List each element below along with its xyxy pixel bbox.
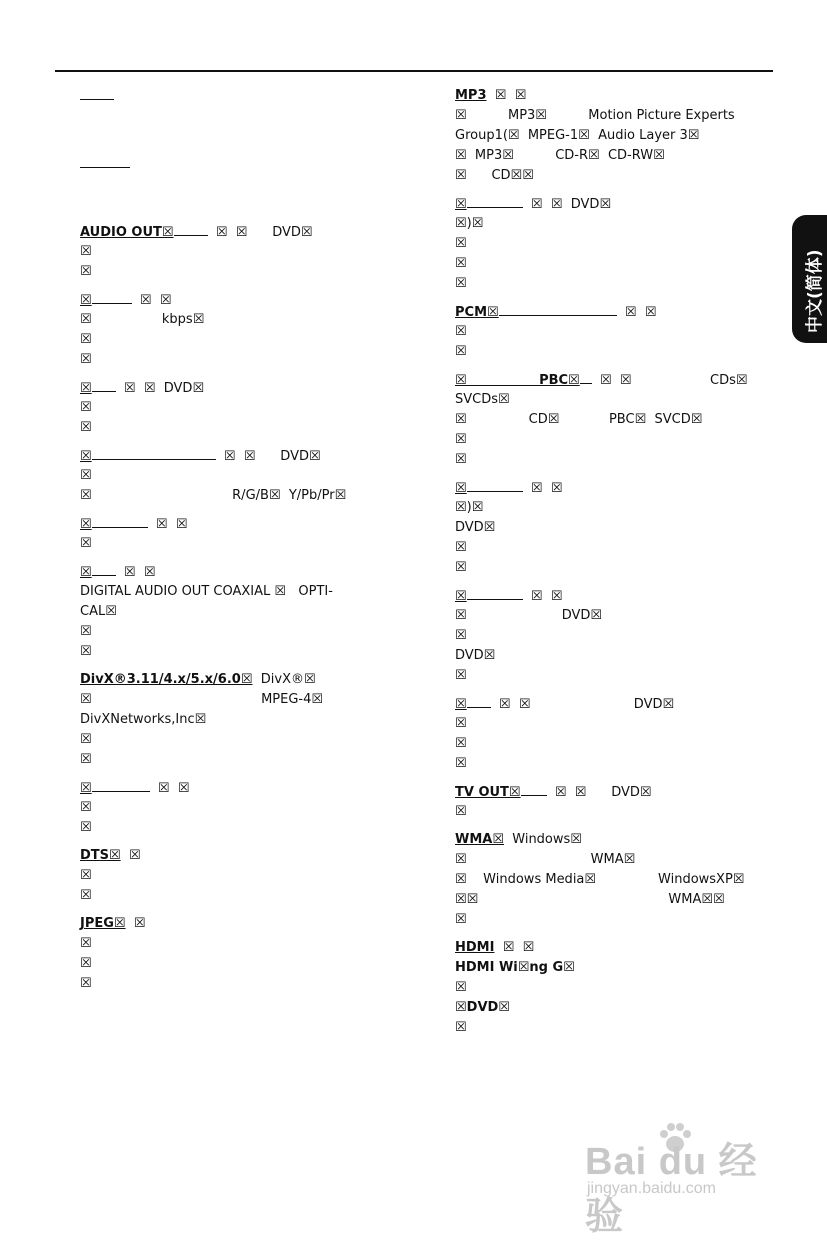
glossary-term: MP3 bbox=[455, 88, 487, 103]
glossary-term: DTS☒ bbox=[80, 848, 121, 863]
glossary-text-line bbox=[455, 254, 755, 274]
glossary-entry bbox=[80, 514, 410, 554]
glossary-text-line bbox=[455, 450, 755, 470]
glossary-term-line bbox=[80, 446, 410, 466]
line-text: ☒ bbox=[455, 432, 467, 447]
glossary-entry bbox=[455, 370, 755, 470]
line-text: ☒ bbox=[80, 264, 92, 279]
term-underline bbox=[92, 378, 116, 392]
glossary-entry bbox=[455, 86, 755, 186]
glossary-text-line bbox=[455, 106, 755, 126]
glossary-text-line bbox=[455, 714, 755, 734]
glossary-text-line bbox=[455, 802, 755, 822]
left-column bbox=[80, 86, 410, 1002]
line-text: ☒ Windows Media☒ WindowsXP☒ bbox=[455, 872, 745, 887]
glossary-entry bbox=[80, 222, 410, 282]
line-text: ☒ bbox=[80, 936, 92, 951]
glossary-text-line bbox=[455, 978, 755, 998]
glossary-text-line bbox=[455, 646, 755, 666]
term-underline bbox=[467, 694, 491, 708]
line-text: ☒ ☒ bbox=[522, 589, 563, 604]
glossary-entry bbox=[455, 830, 755, 930]
term-underline bbox=[92, 446, 216, 460]
line-text: ☒ CD☒☒ bbox=[455, 168, 534, 183]
glossary-text-line bbox=[455, 518, 755, 538]
glossary-text-line bbox=[80, 126, 410, 146]
line-text: ☒ bbox=[455, 804, 467, 819]
glossary-text-line bbox=[455, 666, 755, 686]
glossary-text-line bbox=[80, 194, 410, 214]
glossary-term-line bbox=[455, 938, 755, 958]
glossary-term-line bbox=[80, 378, 410, 398]
line-text: ☒ R/G/B☒ Y/Pb/Pr☒ bbox=[80, 488, 347, 503]
glossary-term: WMA☒ bbox=[455, 832, 504, 847]
term-underline bbox=[80, 154, 130, 168]
line-text: ☒ bbox=[80, 644, 92, 659]
glossary-text-line bbox=[80, 602, 410, 622]
line-text: ☒ bbox=[80, 420, 92, 435]
glossary-entry bbox=[80, 154, 410, 214]
line-text: DivX®☒ bbox=[252, 672, 316, 687]
line-text: CAL☒ bbox=[80, 604, 117, 619]
glossary-term: JPEG☒ bbox=[80, 916, 126, 931]
glossary-text-line bbox=[80, 974, 410, 994]
glossary-term-line bbox=[80, 514, 410, 534]
line-text: ☒ CD☒ PBC☒ SVCD☒ bbox=[455, 412, 703, 427]
glossary-term: DivX®3.11/4.x/5.x/6.0☒ bbox=[80, 672, 253, 687]
glossary-text-line bbox=[80, 418, 410, 438]
glossary-text-line bbox=[455, 538, 755, 558]
line-text: ☒ bbox=[80, 400, 92, 415]
glossary-entry bbox=[80, 378, 410, 438]
glossary-term: TV OUT☒ bbox=[455, 785, 521, 800]
term-underline bbox=[92, 290, 132, 304]
line-text: ☒ bbox=[455, 756, 467, 771]
term-underline bbox=[80, 86, 114, 100]
line-text: ☒ ☒ bbox=[494, 940, 535, 955]
line-text: ☒ ☒ bbox=[147, 517, 188, 532]
glossary-entry bbox=[455, 194, 755, 294]
glossary-text-line bbox=[80, 710, 410, 730]
line-text: ☒ ☒ bbox=[115, 565, 156, 580]
line-text: ☒ MP3☒ Motion Picture Experts bbox=[455, 108, 735, 123]
line-text: ☒ bbox=[455, 324, 467, 339]
glossary-term: ☒ bbox=[455, 589, 467, 604]
line-text: ☒ bbox=[120, 848, 141, 863]
glossary-text-line bbox=[455, 626, 755, 646]
line-text: ☒ bbox=[80, 536, 92, 551]
line-text: Group1(☒ MPEG-1☒ Audio Layer 3☒ bbox=[455, 128, 700, 143]
glossary-text-line bbox=[455, 754, 755, 774]
term-underline bbox=[92, 514, 148, 528]
term-underline bbox=[174, 222, 208, 236]
glossary-text-line bbox=[455, 958, 755, 978]
glossary-term-line bbox=[455, 694, 755, 714]
term-underline bbox=[521, 782, 547, 796]
glossary-text-line bbox=[455, 870, 755, 890]
glossary-term: ☒ bbox=[80, 381, 92, 396]
glossary-term: ☒ bbox=[455, 197, 467, 212]
line-text: ☒ bbox=[455, 452, 467, 467]
line-text: ☒ bbox=[455, 736, 467, 751]
line-text: ☒ MPEG-4☒ bbox=[80, 692, 324, 707]
glossary-text-line bbox=[455, 342, 755, 362]
glossary-entry bbox=[80, 778, 410, 838]
glossary-entry bbox=[80, 914, 410, 994]
line-text: ☒ ☒ bbox=[522, 481, 563, 496]
glossary-term: ☒ bbox=[455, 481, 467, 496]
glossary-term-line bbox=[80, 86, 410, 106]
glossary-text-line bbox=[455, 274, 755, 294]
line-text: ☒ ☒ bbox=[149, 781, 190, 796]
glossary-entry bbox=[80, 846, 410, 906]
line-text: ☒ bbox=[80, 976, 92, 991]
glossary-text-line bbox=[455, 850, 755, 870]
glossary-entry bbox=[455, 782, 755, 822]
language-tab bbox=[792, 215, 827, 343]
language-tab-label: 中文(简体) bbox=[805, 249, 825, 333]
glossary-text-line bbox=[455, 606, 755, 626]
glossary-text-line bbox=[455, 126, 755, 146]
glossary-text-line bbox=[455, 910, 755, 930]
line-text: ☒ ☒ bbox=[616, 305, 657, 320]
line-text: ☒ ☒ DVD☒ bbox=[522, 197, 612, 212]
glossary-text-line bbox=[80, 262, 410, 282]
glossary-entry bbox=[80, 86, 410, 146]
glossary-entry bbox=[80, 562, 410, 662]
glossary-text-line bbox=[455, 214, 755, 234]
glossary-term: ☒ bbox=[455, 697, 467, 712]
line-text: ☒☒ WMA☒☒ bbox=[455, 892, 725, 907]
glossary-term-line bbox=[455, 478, 755, 498]
glossary-entry bbox=[455, 586, 755, 686]
glossary-term: PCM☒ bbox=[455, 305, 499, 320]
line-text: ☒ WMA☒ bbox=[455, 852, 636, 867]
term-underline bbox=[467, 478, 523, 492]
glossary-text-line bbox=[80, 398, 410, 418]
glossary-term: ☒ bbox=[80, 517, 92, 532]
line-text: ☒ bbox=[455, 256, 467, 271]
right-column bbox=[455, 86, 755, 1046]
line-text: ☒ bbox=[455, 236, 467, 251]
glossary-term-line bbox=[455, 586, 755, 606]
line-text: ☒ kbps☒ bbox=[80, 312, 205, 327]
line-text: ☒ bbox=[455, 980, 467, 995]
line-text: SVCDs☒ bbox=[455, 392, 510, 407]
glossary-text-line bbox=[455, 734, 755, 754]
glossary-text-line bbox=[80, 174, 410, 194]
term-underline bbox=[580, 370, 592, 384]
line-text: ☒ ☒ DVD☒ bbox=[215, 449, 321, 464]
line-text: ☒ DVD☒ bbox=[455, 608, 603, 623]
glossary-entry bbox=[80, 290, 410, 370]
glossary-text-line bbox=[80, 534, 410, 554]
line-text: ☒ ☒ bbox=[486, 88, 527, 103]
line-text: HDMI Wi☒ng G☒ bbox=[455, 960, 575, 975]
glossary-text-line bbox=[80, 106, 410, 126]
line-text: ☒ ☒ DVD☒ bbox=[490, 697, 675, 712]
line-text: ☒ bbox=[455, 1020, 467, 1035]
glossary-text-line bbox=[80, 582, 410, 602]
glossary-term-line bbox=[80, 670, 410, 690]
line-text: DIGITAL AUDIO OUT COAXIAL ☒ OPTI- bbox=[80, 584, 333, 599]
glossary-term: ☒ bbox=[80, 781, 92, 796]
baidu-watermark bbox=[585, 1120, 785, 1238]
glossary-term-line bbox=[455, 830, 755, 850]
glossary-term: AUDIO OUT☒ bbox=[80, 225, 174, 240]
glossary-text-line bbox=[80, 486, 410, 506]
glossary-entry bbox=[455, 302, 755, 362]
header-rule bbox=[55, 70, 773, 72]
glossary-term-line bbox=[80, 154, 410, 174]
glossary-text-line bbox=[455, 498, 755, 518]
line-text: ☒ ☒ DVD☒ bbox=[115, 381, 205, 396]
glossary-text-line bbox=[80, 886, 410, 906]
glossary-term-line bbox=[80, 562, 410, 582]
glossary-text-line bbox=[80, 350, 410, 370]
glossary-text-line bbox=[80, 866, 410, 886]
line-text: ☒ bbox=[80, 800, 92, 815]
glossary-text-line bbox=[455, 166, 755, 186]
term-underline bbox=[92, 562, 116, 576]
glossary-text-line bbox=[80, 690, 410, 710]
glossary-term: HDMI bbox=[455, 940, 495, 955]
line-text: ☒ bbox=[455, 912, 467, 927]
glossary-term-line bbox=[80, 846, 410, 866]
line-text: ☒ bbox=[80, 332, 92, 347]
glossary-text-line bbox=[80, 622, 410, 642]
line-text: ☒DVD☒ bbox=[455, 1000, 510, 1015]
term-underline bbox=[499, 302, 617, 316]
line-text: ☒ bbox=[80, 352, 92, 367]
glossary-entry bbox=[455, 478, 755, 578]
glossary-text-line bbox=[455, 1018, 755, 1038]
line-text: ☒ ☒ CDs☒ bbox=[591, 373, 748, 388]
line-text: ☒ bbox=[125, 916, 146, 931]
glossary-term: ☒ bbox=[80, 293, 92, 308]
glossary-text-line bbox=[455, 234, 755, 254]
glossary-text-line bbox=[455, 390, 755, 410]
line-text: DVD☒ bbox=[455, 648, 496, 663]
line-text: ☒ bbox=[455, 540, 467, 555]
line-text: ☒ bbox=[455, 628, 467, 643]
line-text: ☒ bbox=[455, 716, 467, 731]
line-text: ☒ bbox=[80, 888, 92, 903]
term-underline bbox=[467, 586, 523, 600]
glossary-text-line bbox=[80, 730, 410, 750]
glossary-text-line bbox=[455, 322, 755, 342]
line-text: ☒ bbox=[80, 820, 92, 835]
glossary-text-line bbox=[80, 818, 410, 838]
glossary-text-line bbox=[80, 642, 410, 662]
line-text: ☒ MP3☒ CD-R☒ CD-RW☒ bbox=[455, 148, 665, 163]
line-text: DivXNetworks,Inc☒ bbox=[80, 712, 207, 727]
glossary-text-line bbox=[455, 430, 755, 450]
line-text: ☒ bbox=[80, 732, 92, 747]
glossary-entry bbox=[80, 670, 410, 770]
glossary-term-line bbox=[80, 222, 410, 242]
line-text: DVD☒ bbox=[455, 520, 496, 535]
line-text: ☒ bbox=[455, 344, 467, 359]
line-text: ☒ bbox=[80, 624, 92, 639]
line-text: ☒ ☒ DVD☒ bbox=[546, 785, 652, 800]
glossary-text-line bbox=[80, 330, 410, 350]
glossary-term: ☒ bbox=[80, 449, 92, 464]
glossary-text-line bbox=[80, 466, 410, 486]
line-text: Windows☒ bbox=[504, 832, 582, 847]
line-text: ☒ ☒ bbox=[131, 293, 172, 308]
watermark-logo-text: Bai du 经验 bbox=[585, 1141, 758, 1238]
line-text: ☒ bbox=[80, 244, 92, 259]
glossary-text-line bbox=[80, 798, 410, 818]
glossary-term-line bbox=[80, 914, 410, 934]
watermark-url: jingyan.baidu.com bbox=[587, 1180, 716, 1197]
glossary-text-line bbox=[455, 410, 755, 430]
glossary-text-line bbox=[455, 998, 755, 1018]
glossary-entry bbox=[455, 694, 755, 774]
glossary-term-line bbox=[455, 302, 755, 322]
line-text: ☒ bbox=[80, 468, 92, 483]
glossary-text-line bbox=[80, 954, 410, 974]
glossary-term-line bbox=[455, 86, 755, 106]
glossary-term-line bbox=[455, 194, 755, 214]
glossary-text-line bbox=[455, 890, 755, 910]
glossary-text-line bbox=[455, 558, 755, 578]
line-text: ☒ ☒ DVD☒ bbox=[207, 225, 313, 240]
line-text: ☒ bbox=[80, 868, 92, 883]
glossary-term: ☒ PBC☒ bbox=[455, 373, 580, 388]
line-text: ☒ bbox=[80, 956, 92, 971]
glossary-term-line bbox=[80, 290, 410, 310]
line-text: ☒)☒ bbox=[455, 500, 484, 515]
glossary-term: ☒ bbox=[80, 565, 92, 580]
line-text: ☒ bbox=[455, 560, 467, 575]
glossary-entry bbox=[455, 938, 755, 1038]
term-underline bbox=[467, 194, 523, 208]
line-text: ☒)☒ bbox=[455, 216, 484, 231]
glossary-term-line bbox=[455, 370, 755, 390]
line-text: ☒ bbox=[455, 668, 467, 683]
line-text: ☒ bbox=[455, 276, 467, 291]
glossary-term-line bbox=[455, 782, 755, 802]
glossary-term-line bbox=[80, 778, 410, 798]
glossary-text-line bbox=[80, 310, 410, 330]
glossary-text-line bbox=[455, 146, 755, 166]
glossary-entry bbox=[80, 446, 410, 506]
glossary-text-line bbox=[80, 242, 410, 262]
line-text: ☒ bbox=[80, 752, 92, 767]
term-underline bbox=[92, 778, 150, 792]
glossary-text-line bbox=[80, 750, 410, 770]
glossary-text-line bbox=[80, 934, 410, 954]
